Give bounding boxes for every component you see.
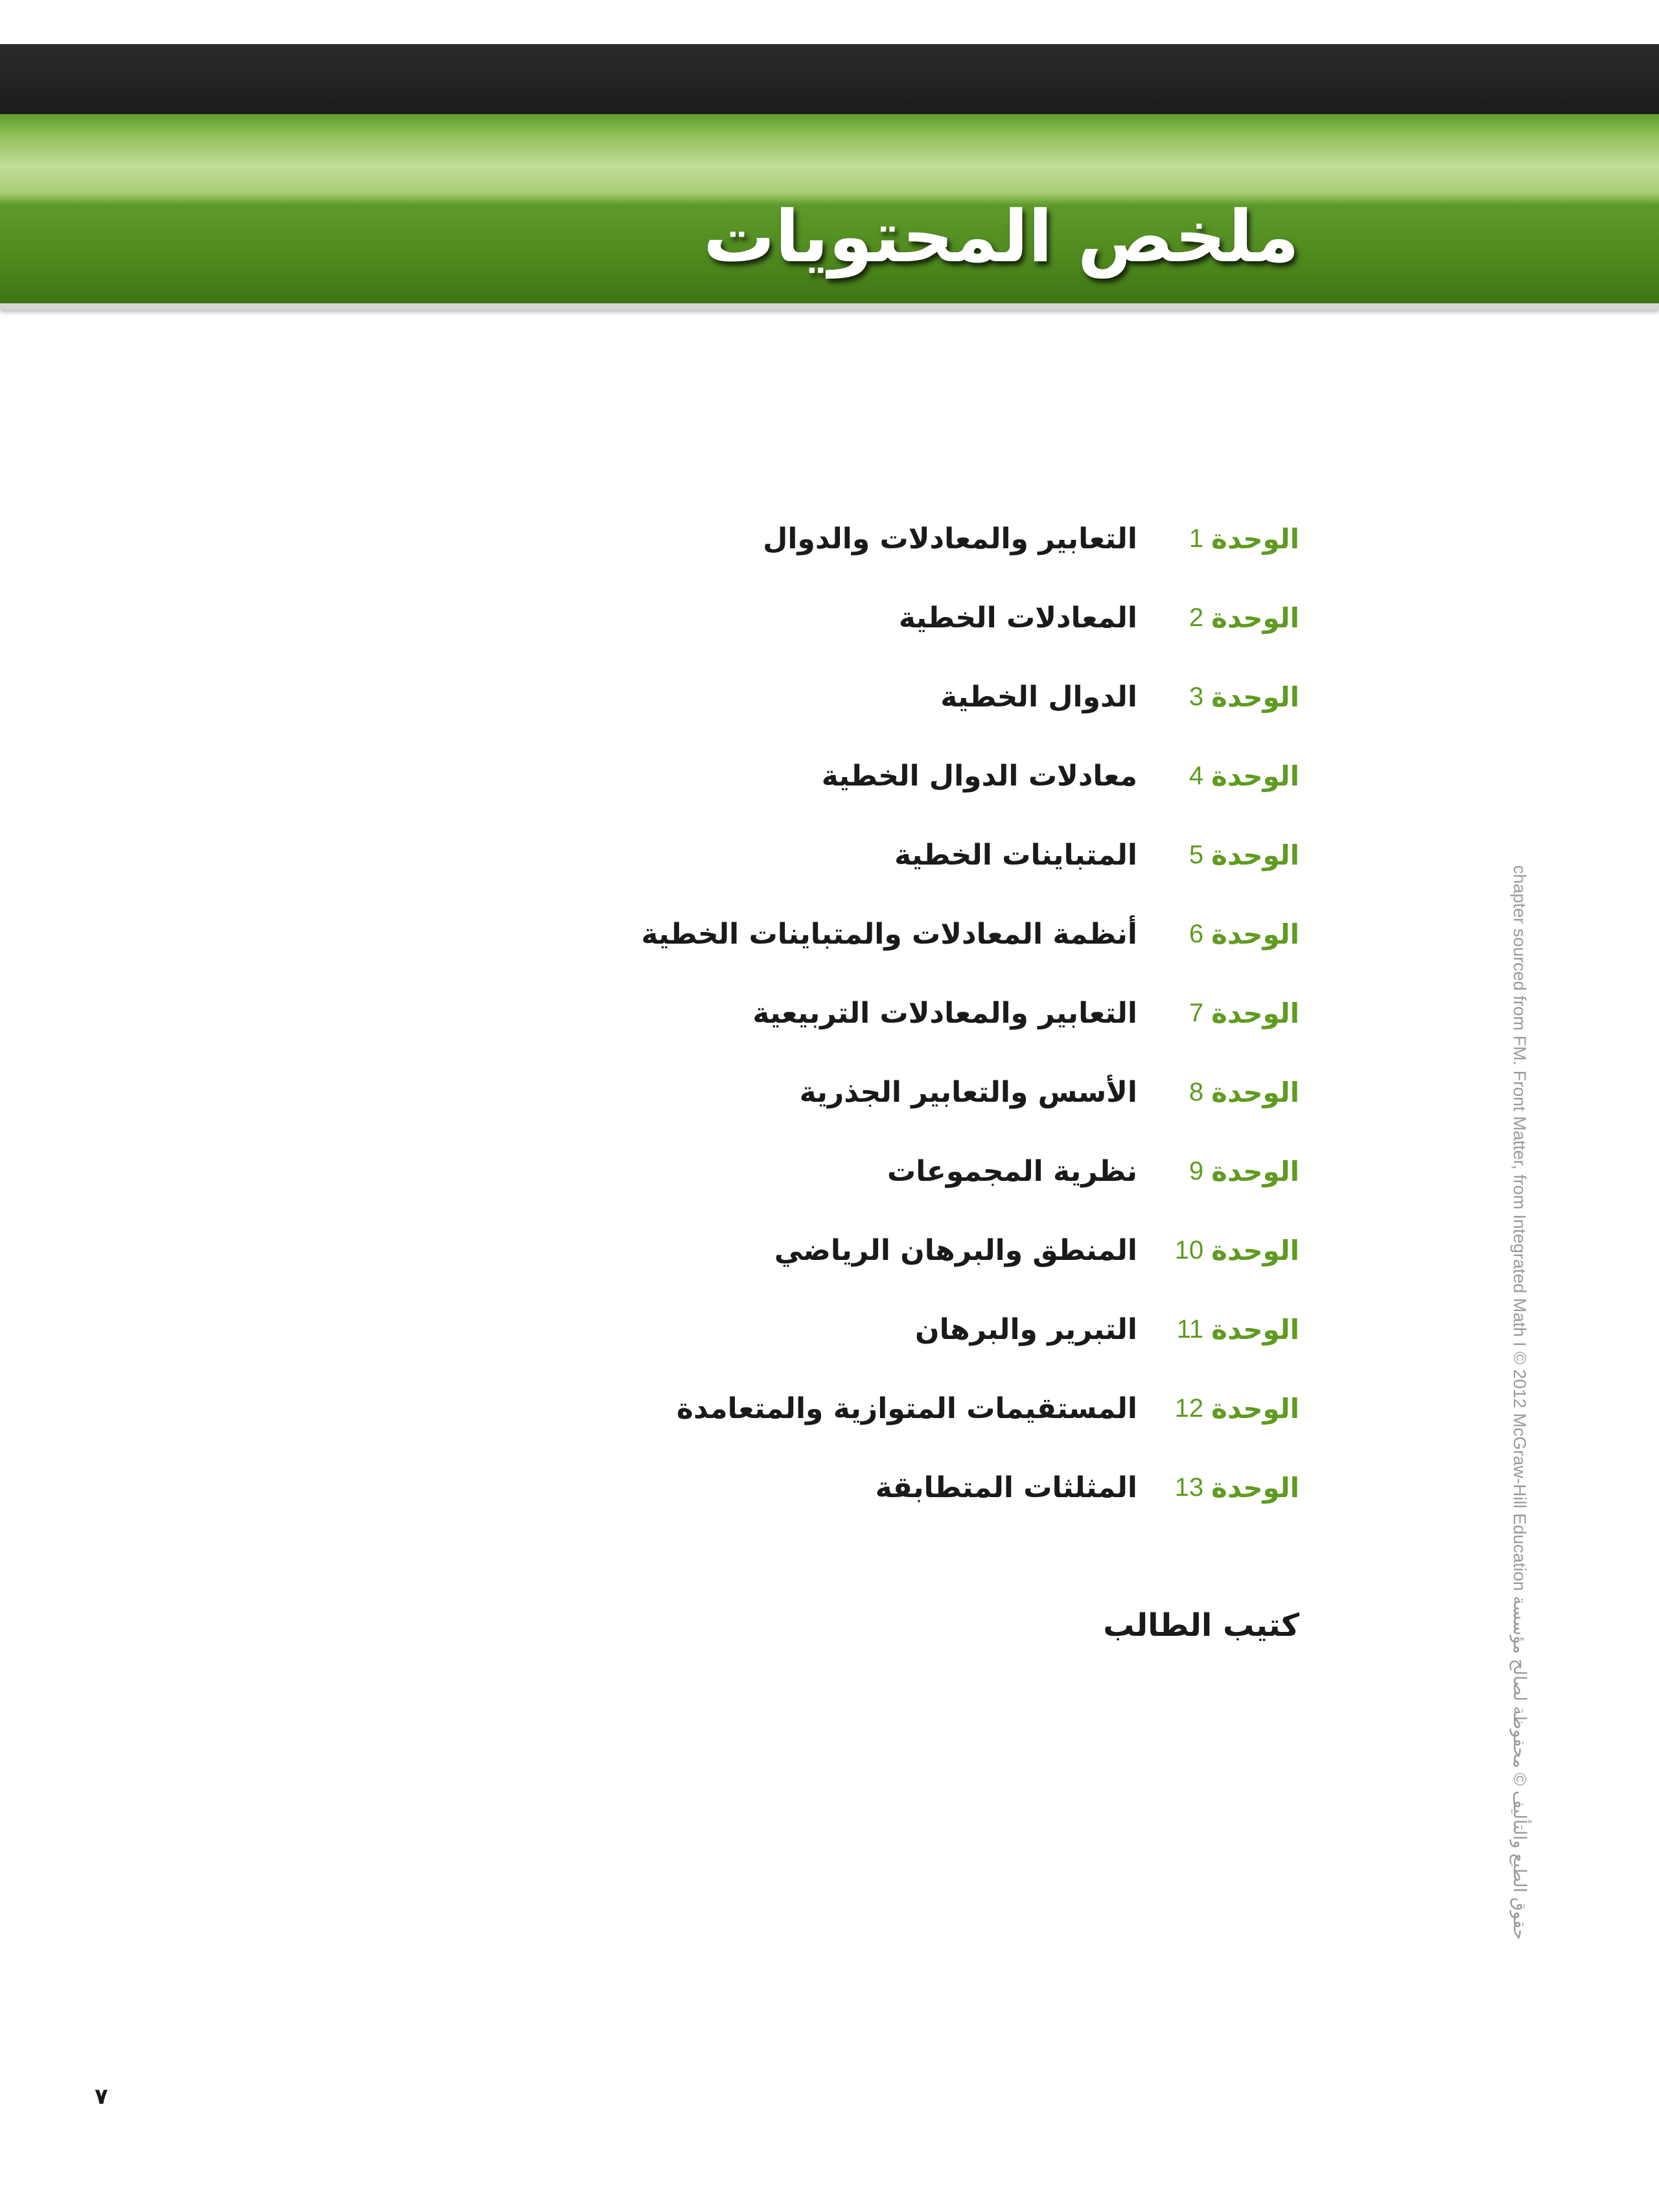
table-of-contents: [198, 499, 1299, 1527]
unit-label: [1137, 1077, 1299, 1108]
header-dark-bar: [0, 44, 1659, 114]
unit-title: التبرير والبرهان: [915, 1312, 1137, 1346]
unit-word: الوحدة: [1211, 1392, 1299, 1425]
unit-word: الوحدة: [1211, 681, 1299, 713]
unit-title: المعادلات الخطية: [898, 601, 1137, 634]
unit-label: [1137, 602, 1299, 634]
unit-number: 8: [1189, 1077, 1204, 1106]
unit-title: المتباينات الخطية: [894, 838, 1137, 872]
unit-label: [1137, 997, 1299, 1029]
unit-title: المثلثات المتطابقة: [875, 1471, 1137, 1504]
copyright-credit: chapter sourced from FM. Front Matter, from Integrated Math I © 2012 McGraw-Hill Education حقوق الطبع والتأليف © محفوظة لصالح مؤسسة: [1510, 865, 1529, 1940]
unit-word: الوحدة: [1211, 601, 1299, 634]
unit-title: التعابير والمعادلات والدوال: [763, 522, 1137, 555]
unit-number: 6: [1189, 919, 1204, 948]
unit-label: [1137, 1472, 1299, 1504]
unit-number: 10: [1174, 1235, 1204, 1264]
unit-word: الوحدة: [1211, 1471, 1299, 1504]
unit-word: الوحدة: [1211, 1234, 1299, 1266]
unit-label: [1137, 681, 1299, 713]
unit-title: المستقيمات المتوازية والمتعامدة: [676, 1391, 1137, 1425]
unit-word: الوحدة: [1211, 760, 1299, 792]
toc-row-unit-6[interactable]: [198, 894, 1299, 973]
toc-row-unit-7[interactable]: [198, 973, 1299, 1053]
unit-number: 5: [1189, 840, 1204, 869]
unit-word: الوحدة: [1211, 1076, 1299, 1108]
unit-label: [1137, 760, 1299, 792]
toc-row-unit-4[interactable]: [198, 736, 1299, 815]
unit-title: معادلات الدوال الخطية: [821, 759, 1137, 793]
toc-row-unit-2[interactable]: [198, 578, 1299, 657]
unit-number: 9: [1189, 1156, 1204, 1185]
unit-number: 12: [1174, 1393, 1204, 1423]
unit-title: المنطق والبرهان الرياضي: [774, 1233, 1137, 1267]
unit-word: الوحدة: [1211, 1155, 1299, 1187]
toc-row-unit-10[interactable]: [198, 1211, 1299, 1290]
page-number: ٧: [95, 2084, 108, 2110]
unit-title: أنظمة المعادلات والمتباينات الخطية: [641, 917, 1137, 951]
unit-word: الوحدة: [1211, 839, 1299, 871]
page-title: ملخص المحتويات: [703, 195, 1299, 278]
unit-label: [1137, 1235, 1299, 1266]
toc-row-unit-1[interactable]: [198, 499, 1299, 578]
unit-title: الدوال الخطية: [940, 680, 1137, 714]
toc-row-unit-12[interactable]: [198, 1369, 1299, 1448]
toc-row-unit-3[interactable]: [198, 657, 1299, 736]
unit-title: نظرية المجموعات: [887, 1154, 1137, 1188]
unit-label: [1137, 918, 1299, 950]
unit-word: الوحدة: [1211, 522, 1299, 555]
unit-word: الوحدة: [1211, 918, 1299, 950]
unit-number: 11: [1176, 1314, 1204, 1344]
unit-number: 2: [1189, 603, 1204, 632]
unit-number: 4: [1189, 761, 1204, 790]
student-handbook-link[interactable]: كتيب الطالب: [1103, 1607, 1299, 1644]
unit-word: الوحدة: [1211, 997, 1299, 1029]
unit-number: 1: [1189, 524, 1204, 553]
unit-title: التعابير والمعادلات التربيعية: [752, 996, 1137, 1030]
toc-row-unit-11[interactable]: [198, 1290, 1299, 1369]
toc-row-unit-5[interactable]: [198, 815, 1299, 894]
toc-row-unit-8[interactable]: [198, 1053, 1299, 1132]
toc-row-unit-9[interactable]: [198, 1132, 1299, 1211]
unit-label: [1137, 1156, 1299, 1187]
unit-label: [1137, 1393, 1299, 1425]
unit-word: الوحدة: [1211, 1313, 1299, 1345]
toc-row-unit-13[interactable]: [198, 1448, 1299, 1527]
unit-number: 3: [1189, 682, 1204, 711]
unit-number: 13: [1174, 1473, 1204, 1502]
unit-label: [1137, 523, 1299, 555]
unit-label: [1137, 839, 1299, 871]
unit-number: 7: [1189, 998, 1204, 1027]
unit-title: الأسس والتعابير الجذرية: [799, 1075, 1137, 1109]
unit-label: [1137, 1314, 1299, 1345]
